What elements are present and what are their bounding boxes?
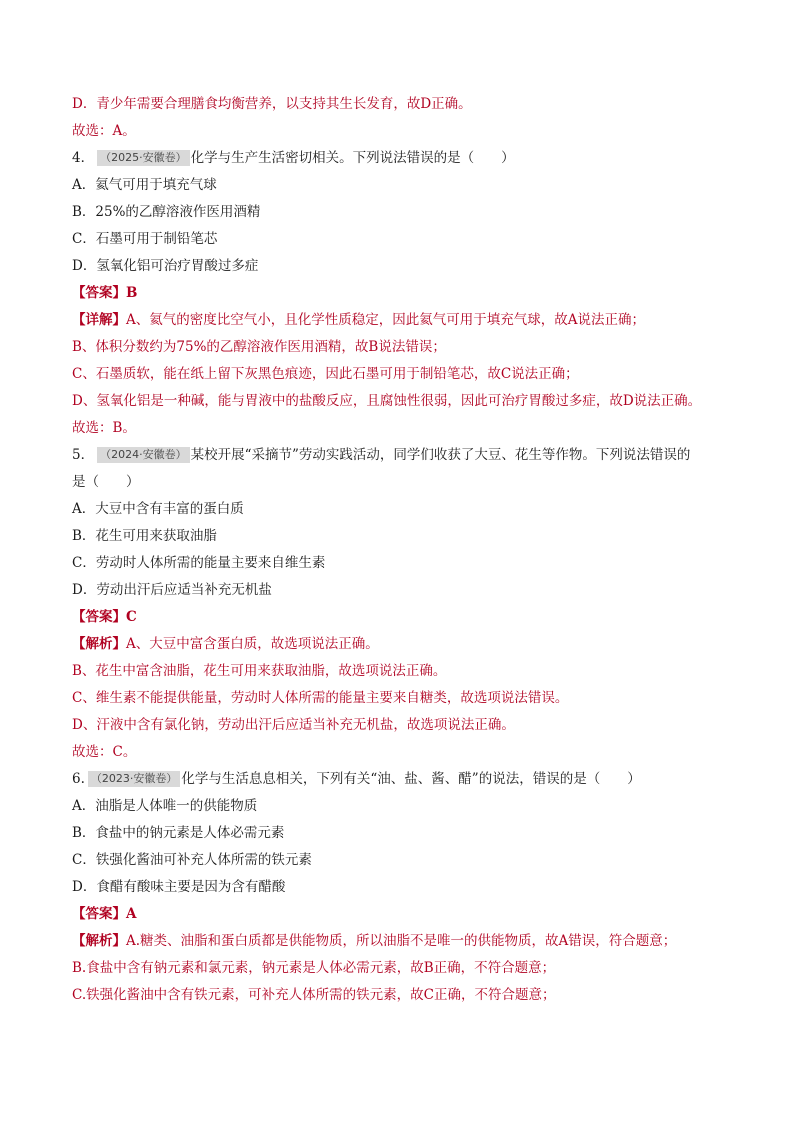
q6-analysis-c: C.铁强化酱油中含有铁元素，可补充人体所需的铁元素，故C正确，不符合题意； bbox=[72, 987, 556, 1003]
q5-stem-text: 某校开展“采摘节”劳动实践活动，同学们收获了大豆、花生等作物。下列说法错误的 bbox=[190, 447, 691, 463]
q4-analysis-a-text: A、氦气的密度比空气小，且化学性质稳定，因此氦气可用于填充气球，故A说法正确； bbox=[126, 312, 645, 328]
q5-option-c: C．劳动时人体所需的能量主要来自维生素 bbox=[72, 555, 326, 571]
q5-option-d: D．劳动出汗后应适当补充无机盐 bbox=[72, 582, 272, 598]
q5-answer bbox=[72, 607, 754, 627]
q4-stem bbox=[72, 148, 754, 168]
q5-number: 5． bbox=[72, 447, 95, 463]
q4-option-d: D．氢氧化铝可治疗胃酸过多症 bbox=[72, 258, 259, 274]
q4-number: 4． bbox=[72, 150, 95, 166]
q5-choice: 故选：C。 bbox=[72, 744, 137, 760]
q6-number: 6. bbox=[72, 771, 85, 787]
q6-analysis-a-text: A.糖类、油脂和蛋白质都是供能物质，所以油脂不是唯一的供能物质，故A错误，符合题意； bbox=[126, 933, 677, 949]
q4-source-tag: （2025·安徽卷） bbox=[97, 150, 190, 166]
q5-answer-label: 【答案】 bbox=[72, 609, 126, 625]
prev-choice: 故选：A。 bbox=[72, 123, 136, 139]
q6-analysis-label: 【解析】 bbox=[72, 933, 126, 949]
q6-analysis-b: B.食盐中含有钠元素和氯元素，钠元素是人体必需元素，故B正确，不符合题意； bbox=[72, 960, 556, 976]
q4-stem-text: 化学与生产生活密切相关。下列说法错误的是（ ） bbox=[190, 150, 515, 166]
q6-option-a: A．油脂是人体唯一的供能物质 bbox=[72, 798, 258, 814]
q5-analysis-b: B、花生中富含油脂，花生可用来获取油脂，故选项说法正确。 bbox=[72, 663, 447, 679]
q5-analysis-a-text: A、大豆中富含蛋白质，故选项说法正确。 bbox=[126, 636, 379, 652]
q4-answer-label: 【答案】 bbox=[72, 285, 126, 301]
q4-option-b: B．25%的乙醇溶液作医用酒精 bbox=[72, 204, 261, 220]
q6-option-b: B．食盐中的钠元素是人体必需元素 bbox=[72, 825, 285, 841]
q4-option-c: C．石墨可用于制铅笔芯 bbox=[72, 231, 218, 247]
q4-answer bbox=[72, 283, 754, 303]
q5-option-b: B．花生可用来获取油脂 bbox=[72, 528, 217, 544]
q4-analysis-d: D、氢氧化铝是一种碱，能与胃液中的盐酸反应，且腐蚀性很弱，因此可治疗胃酸过多症，故D说法正确。 bbox=[72, 393, 702, 409]
q5-option-a: A．大豆中含有丰富的蛋白质 bbox=[72, 501, 244, 517]
q6-option-d: D．食醋有酸味主要是因为含有醋酸 bbox=[72, 879, 286, 895]
q6-analysis-a bbox=[72, 931, 754, 951]
q5-stem bbox=[72, 445, 754, 465]
q5-analysis-label: 【解析】 bbox=[72, 636, 126, 652]
q4-option-a: A．氦气可用于填充气球 bbox=[72, 177, 217, 193]
q5-stem-cont: 是（ ） bbox=[72, 474, 140, 490]
q6-answer bbox=[72, 904, 754, 924]
q4-analysis-b: B、体积分数约为75%的乙醇溶液作医用酒精，故B说法错误； bbox=[72, 339, 446, 355]
q5-answer-value: C bbox=[126, 609, 137, 625]
q4-answer-value: B bbox=[126, 285, 138, 301]
q5-analysis-a bbox=[72, 634, 754, 654]
q4-analysis-label: 【详解】 bbox=[72, 312, 126, 328]
q6-answer-value: A bbox=[126, 906, 137, 922]
q6-option-c: C．铁强化酱油可补充人体所需的铁元素 bbox=[72, 852, 312, 868]
q4-analysis-c: C、石墨质软，能在纸上留下灰黑色痕迹，因此石墨可用于制铅笔芯，故C说法正确； bbox=[72, 366, 579, 382]
q5-analysis-c: C、维生素不能提供能量，劳动时人体所需的能量主要来自糖类，故选项说法错误。 bbox=[72, 690, 569, 706]
q6-source-tag: （2023·安徽卷） bbox=[88, 771, 181, 787]
q5-analysis-d: D、汗液中含有氯化钠，劳动出汗后应适当补充无机盐，故选项说法正确。 bbox=[72, 717, 515, 733]
q6-stem-text: 化学与生活息息相关，下列有关“油、盐、酱、醋”的说法，错误的是（ ） bbox=[181, 771, 641, 787]
q4-analysis-a bbox=[72, 310, 754, 330]
q6-stem bbox=[72, 769, 754, 789]
q6-answer-label: 【答案】 bbox=[72, 906, 126, 922]
q4-choice: 故选：B。 bbox=[72, 420, 136, 436]
q5-source-tag: （2024·安徽卷） bbox=[97, 447, 190, 463]
prev-analysis-d: D．青少年需要合理膳食均衡营养，以支持其生长发育，故D正确。 bbox=[72, 96, 472, 112]
